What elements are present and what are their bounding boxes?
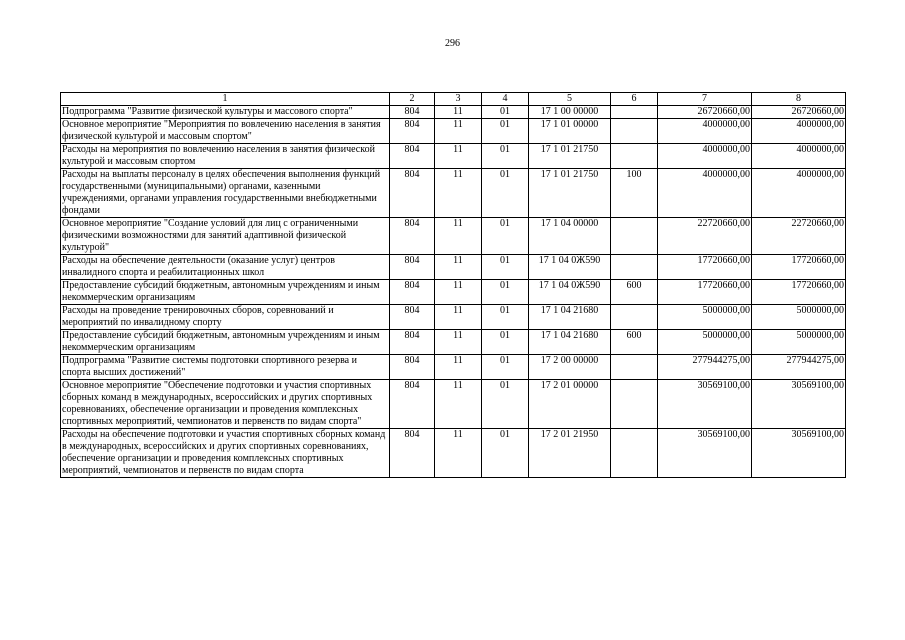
row-section-cell: 11 [435, 169, 482, 218]
row-amount-cell: 5000000,00 [752, 330, 846, 355]
row-code-cell: 804 [390, 106, 435, 119]
row-name-cell: Подпрограмма "Развитие физической культуры и массового спорта" [61, 106, 390, 119]
column-header-2: 2 [390, 93, 435, 106]
row-section-cell: 11 [435, 305, 482, 330]
table-row [61, 144, 846, 169]
table-row [61, 305, 846, 330]
table-row [61, 380, 846, 429]
row-target-article-cell: 17 2 00 00000 [529, 355, 611, 380]
column-header-7: 7 [658, 93, 752, 106]
row-section-cell: 11 [435, 429, 482, 478]
row-amount-cell: 5000000,00 [752, 305, 846, 330]
row-name-cell: Расходы на обеспечение деятельности (оказание услуг) центров инвалидного спорта и реабилитационных школ [61, 255, 390, 280]
row-subsection-cell: 01 [482, 106, 529, 119]
row-subsection-cell: 01 [482, 218, 529, 255]
row-subsection-cell: 01 [482, 305, 529, 330]
row-amount-cell: 26720660,00 [752, 106, 846, 119]
row-amount-cell: 17720660,00 [658, 280, 752, 305]
budget-table [60, 92, 846, 478]
row-name-cell: Предоставление субсидий бюджетным, автономным учреждениям и иным некоммерческим организациям [61, 330, 390, 355]
row-amount-cell: 5000000,00 [658, 330, 752, 355]
table-row [61, 169, 846, 218]
row-expense-type-cell [611, 144, 658, 169]
table-row [61, 255, 846, 280]
table-row [61, 429, 846, 478]
row-amount-cell: 277944275,00 [658, 355, 752, 380]
row-code-cell: 804 [390, 330, 435, 355]
column-header-5: 5 [529, 93, 611, 106]
row-amount-cell: 30569100,00 [752, 380, 846, 429]
table-row [61, 330, 846, 355]
table-row [61, 119, 846, 144]
row-code-cell: 804 [390, 119, 435, 144]
row-code-cell: 804 [390, 305, 435, 330]
row-name-cell: Расходы на обеспечение подготовки и участия спортивных сборных команд в международных, всероссийских и других спортивных соревнованиях, обеспечение организации и проведения комплексных спортивных мероприятий, чемпионатов и первенств по видам спорта [61, 429, 390, 478]
row-subsection-cell: 01 [482, 429, 529, 478]
column-header-8: 8 [752, 93, 846, 106]
row-subsection-cell: 01 [482, 144, 529, 169]
row-expense-type-cell [611, 119, 658, 144]
row-section-cell: 11 [435, 280, 482, 305]
row-amount-cell: 17720660,00 [752, 255, 846, 280]
row-code-cell: 804 [390, 169, 435, 218]
row-expense-type-cell: 100 [611, 169, 658, 218]
row-amount-cell: 30569100,00 [658, 380, 752, 429]
row-expense-type-cell [611, 305, 658, 330]
row-section-cell: 11 [435, 106, 482, 119]
row-code-cell: 804 [390, 380, 435, 429]
column-header-6: 6 [611, 93, 658, 106]
row-target-article-cell: 17 1 01 21750 [529, 144, 611, 169]
row-name-cell: Подпрограмма "Развитие системы подготовки спортивного резерва и спорта высших достижений" [61, 355, 390, 380]
row-amount-cell: 17720660,00 [658, 255, 752, 280]
row-subsection-cell: 01 [482, 169, 529, 218]
row-amount-cell: 4000000,00 [658, 144, 752, 169]
row-name-cell: Расходы на выплаты персоналу в целях обеспечения выполнения функций государственными (муниципальными) органами, казенными учреждениями, органами управления государственными внебюджетными фондами [61, 169, 390, 218]
column-header-3: 3 [435, 93, 482, 106]
row-section-cell: 11 [435, 355, 482, 380]
row-expense-type-cell: 600 [611, 330, 658, 355]
row-expense-type-cell [611, 255, 658, 280]
row-expense-type-cell [611, 218, 658, 255]
row-amount-cell: 22720660,00 [752, 218, 846, 255]
row-target-article-cell: 17 1 04 0Ж590 [529, 255, 611, 280]
row-amount-cell: 277944275,00 [752, 355, 846, 380]
row-expense-type-cell [611, 429, 658, 478]
row-target-article-cell: 17 1 04 21680 [529, 330, 611, 355]
table-row [61, 355, 846, 380]
row-expense-type-cell [611, 355, 658, 380]
row-name-cell: Основное мероприятие "Создание условий для лиц с ограниченными физическими возможностями для занятий адаптивной физической культурой" [61, 218, 390, 255]
row-amount-cell: 4000000,00 [752, 119, 846, 144]
row-code-cell: 804 [390, 280, 435, 305]
row-amount-cell: 5000000,00 [658, 305, 752, 330]
row-expense-type-cell: 600 [611, 280, 658, 305]
table-body [61, 106, 846, 478]
row-amount-cell: 26720660,00 [658, 106, 752, 119]
row-amount-cell: 4000000,00 [752, 169, 846, 218]
row-code-cell: 804 [390, 218, 435, 255]
row-target-article-cell: 17 1 01 00000 [529, 119, 611, 144]
row-section-cell: 11 [435, 218, 482, 255]
row-code-cell: 804 [390, 144, 435, 169]
row-amount-cell: 17720660,00 [752, 280, 846, 305]
row-code-cell: 804 [390, 429, 435, 478]
row-section-cell: 11 [435, 119, 482, 144]
row-expense-type-cell [611, 106, 658, 119]
row-section-cell: 11 [435, 255, 482, 280]
row-target-article-cell: 17 1 01 21750 [529, 169, 611, 218]
column-header-4: 4 [482, 93, 529, 106]
row-subsection-cell: 01 [482, 355, 529, 380]
row-target-article-cell: 17 1 04 21680 [529, 305, 611, 330]
row-subsection-cell: 01 [482, 119, 529, 144]
page-number: 296 [445, 38, 460, 49]
row-subsection-cell: 01 [482, 280, 529, 305]
row-section-cell: 11 [435, 380, 482, 429]
row-code-cell: 804 [390, 255, 435, 280]
row-section-cell: 11 [435, 144, 482, 169]
row-target-article-cell: 17 2 01 00000 [529, 380, 611, 429]
row-amount-cell: 4000000,00 [658, 119, 752, 144]
header-row [61, 93, 846, 106]
row-amount-cell: 30569100,00 [658, 429, 752, 478]
column-header-1: 1 [61, 93, 390, 106]
row-amount-cell: 30569100,00 [752, 429, 846, 478]
row-target-article-cell: 17 1 04 00000 [529, 218, 611, 255]
row-expense-type-cell [611, 380, 658, 429]
row-name-cell: Основное мероприятие "Обеспечение подготовки и участия спортивных сборных команд в международных, всероссийских и других спортивных соревнованиях, обеспечение организации и проведения комплексных спортивных мероприятий, чемпионатов и первенств по видам спорта" [61, 380, 390, 429]
row-name-cell: Расходы на мероприятия по вовлечению населения в занятия физической культурой и массовым спортом [61, 144, 390, 169]
row-section-cell: 11 [435, 330, 482, 355]
row-subsection-cell: 01 [482, 255, 529, 280]
table-row [61, 106, 846, 119]
row-amount-cell: 22720660,00 [658, 218, 752, 255]
table-row [61, 218, 846, 255]
table-row [61, 280, 846, 305]
row-subsection-cell: 01 [482, 330, 529, 355]
row-target-article-cell: 17 1 04 0Ж590 [529, 280, 611, 305]
row-name-cell: Основное мероприятие "Мероприятия по вовлечению населения в занятия физической культурой и массовым спортом" [61, 119, 390, 144]
row-name-cell: Предоставление субсидий бюджетным, автономным учреждениям и иным некоммерческим организациям [61, 280, 390, 305]
row-code-cell: 804 [390, 355, 435, 380]
row-subsection-cell: 01 [482, 380, 529, 429]
row-target-article-cell: 17 2 01 21950 [529, 429, 611, 478]
row-amount-cell: 4000000,00 [752, 144, 846, 169]
row-target-article-cell: 17 1 00 00000 [529, 106, 611, 119]
row-name-cell: Расходы на проведение тренировочных сборов, соревнований и мероприятий по инвалидному спорту [61, 305, 390, 330]
row-amount-cell: 4000000,00 [658, 169, 752, 218]
